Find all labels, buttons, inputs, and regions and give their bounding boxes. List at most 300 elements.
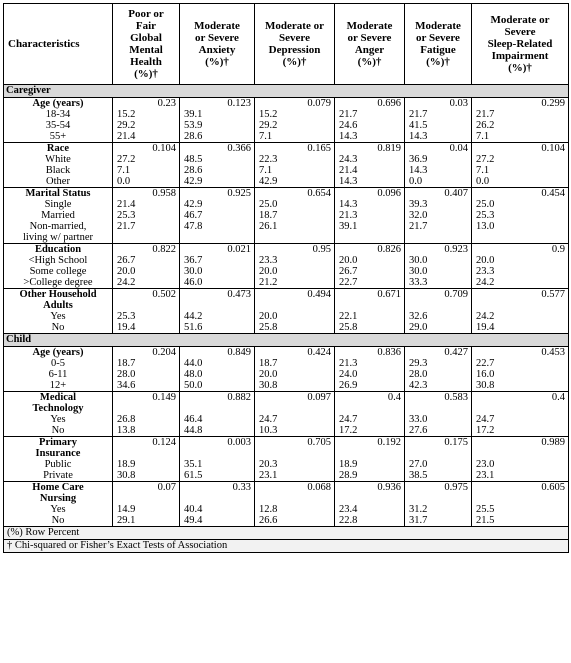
p-value-cell: 0.175 [405,437,472,460]
value-cell: 19.4 [472,322,569,334]
value-cell: 24.7 [472,414,569,425]
footnote-row [4,527,569,540]
value-cell: 20.0 [255,311,335,322]
section-row [4,334,569,347]
p-value-cell: 0.079 [255,98,335,110]
group-label-line: Medical [39,392,77,403]
p-value-cell: 0.407 [405,188,472,200]
p-value-cell: 0.4 [472,392,569,415]
value-cell: 22.8 [335,515,405,527]
header-line: or Severe [195,32,239,44]
value-cell: 50.0 [180,380,255,392]
header-line: Global [130,32,162,44]
value-cell: 26.1 [255,221,335,244]
value-cell: 25.3 [472,210,569,221]
value-cell: 30.0 [180,266,255,277]
header-line: Fair [135,20,157,32]
value-cell: 28.6 [180,131,255,143]
value-cell: 21.7 [335,109,405,120]
value-cell: 21.7 [405,109,472,120]
row-label: 35-54 [4,120,113,131]
value-cell: 24.2 [113,277,180,289]
table-row [4,277,569,289]
group-label [4,392,113,415]
value-cell: 29.3 [405,358,472,369]
value-cell: 25.8 [335,322,405,334]
row-label: Some college [4,266,113,277]
p-value-cell: 0.819 [335,143,405,155]
row-label-line: living w/ partner [23,232,93,243]
p-value-cell: 0.23 [113,98,180,110]
p-value-cell: 0.577 [472,289,569,312]
value-cell: 23.3 [255,255,335,266]
table-row [4,311,569,322]
p-value-cell: 0.424 [255,347,335,359]
value-cell: 36.9 [405,154,472,165]
value-cell: 25.3 [113,311,180,322]
value-cell: 14.3 [335,176,405,188]
value-cell: 39.1 [180,109,255,120]
p-value-cell: 0.671 [335,289,405,312]
row-label-line: Non-married, [29,221,87,232]
value-cell: 21.5 [472,515,569,527]
value-cell: 30.8 [255,380,335,392]
value-cell: 30.0 [405,266,472,277]
section-title: Caregiver [4,85,569,98]
value-cell: 39.1 [335,221,405,244]
value-cell: 30.0 [405,255,472,266]
footnote: † Chi-squared or Fisher’s Exact Tests of Association [4,540,569,553]
p-value-cell: 0.104 [472,143,569,155]
value-cell: 25.3 [113,210,180,221]
p-value-cell: 0.473 [180,289,255,312]
table-row [4,154,569,165]
section-row [4,85,569,98]
value-cell: 22.3 [255,154,335,165]
p-value-cell: 0.366 [180,143,255,155]
p-value-cell: 0.826 [335,244,405,256]
header-line: Moderate or [490,14,550,26]
value-cell: 36.7 [180,255,255,266]
table-body [4,85,569,553]
p-value-cell: 0.709 [405,289,472,312]
table-row [4,425,569,437]
header-line: Fatigue [420,44,456,56]
value-cell: 14.3 [335,199,405,210]
p-value-cell: 0.849 [180,347,255,359]
value-cell: 48.0 [180,369,255,380]
row-label: Private [4,470,113,482]
value-cell: 24.2 [472,311,569,322]
header-line: (%)† [357,56,382,68]
value-cell: 22.7 [472,358,569,369]
group-label [4,482,113,505]
table-header [4,4,569,85]
value-cell: 53.9 [180,120,255,131]
section-title: Child [4,334,569,347]
value-cell: 7.1 [472,131,569,143]
row-label: No [4,425,113,437]
header-outcome-3 [255,4,335,85]
row-label: Single [4,199,113,210]
header-line: Moderate [194,20,240,32]
p-value-cell: 0.33 [180,482,255,505]
header-line: or Severe [347,32,392,44]
group-row [4,188,569,200]
value-cell: 21.4 [113,131,180,143]
p-value-cell: 0.494 [255,289,335,312]
value-cell: 47.8 [180,221,255,244]
value-cell: 14.3 [405,165,472,176]
group-row [4,392,569,415]
value-cell: 22.1 [335,311,405,322]
header-outcome-6 [472,4,569,85]
table-row [4,165,569,176]
group-row [4,289,569,312]
header-line: Anxiety [198,44,236,56]
header-outcome-2 [180,4,255,85]
value-cell: 25.8 [255,322,335,334]
p-value-cell: 0.975 [405,482,472,505]
value-cell: 23.1 [255,470,335,482]
table-row [4,266,569,277]
p-value-cell: 0.427 [405,347,472,359]
value-cell: 46.4 [180,414,255,425]
p-value-cell: 0.003 [180,437,255,460]
group-label [4,289,113,312]
value-cell: 16.0 [472,369,569,380]
p-value-cell: 0.165 [255,143,335,155]
value-cell: 0.0 [113,176,180,188]
value-cell: 29.2 [113,120,180,131]
value-cell: 21.4 [113,199,180,210]
row-label: <High School [4,255,113,266]
value-cell: 44.2 [180,311,255,322]
value-cell: 28.0 [113,369,180,380]
header-line: Depression [268,44,321,56]
value-cell: 31.2 [405,504,472,515]
group-label: Age (years) [4,347,113,359]
table-row [4,109,569,120]
value-cell: 7.1 [255,131,335,143]
p-value-cell: 0.096 [335,188,405,200]
header-line: Sleep-Related [487,38,553,50]
group-label-line: Primary [39,437,77,448]
value-cell: 51.6 [180,322,255,334]
p-value-cell: 0.03 [405,98,472,110]
value-cell: 14.3 [335,131,405,143]
value-cell: 26.8 [113,414,180,425]
group-label: Marital Status [4,188,113,200]
value-cell: 23.0 [472,459,569,470]
value-cell: 25.0 [255,199,335,210]
value-cell: 61.5 [180,470,255,482]
value-cell: 26.2 [472,120,569,131]
p-value-cell: 0.021 [180,244,255,256]
header-line: Moderate or [265,20,324,32]
row-label: >College degree [4,277,113,289]
table-row [4,470,569,482]
value-cell: 28.6 [180,165,255,176]
value-cell: 14.3 [405,131,472,143]
group-row [4,437,569,460]
row-label: Other [4,176,113,188]
group-label-line: Insurance [35,448,81,459]
value-cell: 46.0 [180,277,255,289]
value-cell: 29.1 [113,515,180,527]
value-cell: 0.0 [472,176,569,188]
value-cell: 27.6 [405,425,472,437]
header-row [4,4,569,85]
p-value-cell: 0.104 [113,143,180,155]
group-label: Race [4,143,113,155]
value-cell: 20.0 [335,255,405,266]
value-cell: 27.2 [472,154,569,165]
value-cell: 29.2 [255,120,335,131]
value-cell: 24.6 [335,120,405,131]
value-cell: 42.9 [255,176,335,188]
header-line: Moderate [415,20,461,32]
value-cell: 25.5 [472,504,569,515]
group-label-line: Other Household [19,289,97,300]
row-label: 12+ [4,380,113,392]
value-cell: 21.7 [405,221,472,244]
footnote: (%) Row Percent [4,527,569,540]
value-cell: 49.4 [180,515,255,527]
group-row [4,143,569,155]
p-value-cell: 0.705 [255,437,335,460]
header-line: Severe [504,26,536,38]
value-cell: 25.0 [472,199,569,210]
value-cell: 30.8 [113,470,180,482]
p-value-cell: 0.989 [472,437,569,460]
value-cell: 21.2 [255,277,335,289]
row-label: Married [4,210,113,221]
group-label-line: Technology [32,403,84,414]
group-label-line: Adults [43,300,73,311]
value-cell: 23.4 [335,504,405,515]
p-value-cell: 0.299 [472,98,569,110]
p-value-cell: 0.696 [335,98,405,110]
table-row [4,131,569,143]
p-value-cell: 0.958 [113,188,180,200]
row-label: Yes [4,504,113,515]
value-cell: 18.7 [255,358,335,369]
header-line: Impairment [491,50,549,62]
p-value-cell: 0.925 [180,188,255,200]
table-row [4,199,569,210]
value-cell: 42.9 [180,176,255,188]
value-cell: 42.9 [180,199,255,210]
table-row [4,369,569,380]
p-value-cell: 0.502 [113,289,180,312]
p-value-cell: 0.204 [113,347,180,359]
p-value-cell: 0.936 [335,482,405,505]
value-cell: 18.7 [113,358,180,369]
p-value-cell: 0.07 [113,482,180,505]
p-value-cell: 0.454 [472,188,569,200]
value-cell: 32.6 [405,311,472,322]
value-cell: 0.0 [405,176,472,188]
group-row [4,244,569,256]
value-cell: 23.3 [472,266,569,277]
group-label-line: Home Care [32,482,84,493]
row-label: 18-34 [4,109,113,120]
value-cell: 24.0 [335,369,405,380]
header-line: Characteristics [8,38,80,50]
value-cell: 46.7 [180,210,255,221]
p-value-cell: 0.923 [405,244,472,256]
p-value-cell: 0.097 [255,392,335,415]
header-line: or Severe [416,32,460,44]
p-value-cell: 0.882 [180,392,255,415]
table-row [4,504,569,515]
p-value-cell: 0.04 [405,143,472,155]
header-line: (%)† [426,56,450,68]
header-line: (%)† [508,62,532,74]
p-value-cell: 0.4 [335,392,405,415]
value-cell: 21.7 [472,109,569,120]
table-row [4,120,569,131]
value-cell: 31.7 [405,515,472,527]
header-outcome-4 [335,4,405,85]
p-value-cell: 0.068 [255,482,335,505]
value-cell: 41.5 [405,120,472,131]
table-row [4,322,569,334]
value-cell: 13.8 [113,425,180,437]
group-label: Education [4,244,113,256]
p-value-cell: 0.124 [113,437,180,460]
value-cell: 24.7 [335,414,405,425]
value-cell: 21.7 [113,221,180,244]
p-value-cell: 0.9 [472,244,569,256]
header-line: (%)† [134,68,158,80]
value-cell: 7.1 [255,165,335,176]
value-cell: 35.1 [180,459,255,470]
group-row [4,98,569,110]
header-characteristics [4,4,113,85]
value-cell: 20.0 [255,266,335,277]
value-cell: 20.0 [255,369,335,380]
value-cell: 34.6 [113,380,180,392]
value-cell: 24.7 [255,414,335,425]
p-value-cell: 0.836 [335,347,405,359]
value-cell: 26.7 [335,266,405,277]
table-row [4,358,569,369]
row-label: 0-5 [4,358,113,369]
row-label [4,221,113,244]
row-label: Yes [4,311,113,322]
value-cell: 44.8 [180,425,255,437]
value-cell: 33.0 [405,414,472,425]
value-cell: 42.3 [405,380,472,392]
value-cell: 22.7 [335,277,405,289]
row-label: 55+ [4,131,113,143]
value-cell: 39.3 [405,199,472,210]
value-cell: 17.2 [335,425,405,437]
group-row [4,347,569,359]
value-cell: 38.5 [405,470,472,482]
value-cell: 13.0 [472,221,569,244]
value-cell: 27.0 [405,459,472,470]
value-cell: 18.9 [335,459,405,470]
value-cell: 27.2 [113,154,180,165]
header-outcome-1 [113,4,180,85]
value-cell: 7.1 [472,165,569,176]
header-line: Severe [279,32,310,44]
p-value-cell: 0.583 [405,392,472,415]
value-cell: 30.8 [472,380,569,392]
value-cell: 26.9 [335,380,405,392]
value-cell: 24.3 [335,154,405,165]
p-value-cell: 0.654 [255,188,335,200]
group-label-line: Nursing [39,493,77,504]
header-line: Anger [354,44,385,56]
table-row [4,515,569,527]
p-value-cell: 0.192 [335,437,405,460]
value-cell: 10.3 [255,425,335,437]
table-row [4,380,569,392]
header-line: Moderate [346,20,393,32]
p-value-cell: 0.149 [113,392,180,415]
value-cell: 26.6 [255,515,335,527]
value-cell: 19.4 [113,322,180,334]
row-label: No [4,515,113,527]
header-line: Health [130,56,162,68]
header-outcome-5 [405,4,472,85]
p-value-cell: 0.453 [472,347,569,359]
p-value-cell: 0.605 [472,482,569,505]
value-cell: 7.1 [113,165,180,176]
p-value-cell: 0.123 [180,98,255,110]
group-row [4,482,569,505]
table-row [4,176,569,188]
value-cell: 28.0 [405,369,472,380]
value-cell: 29.0 [405,322,472,334]
characteristics-table [3,3,569,553]
value-cell: 15.2 [113,109,180,120]
row-label: Black [4,165,113,176]
value-cell: 12.8 [255,504,335,515]
header-line: Mental [129,44,163,56]
row-label: 6-11 [4,369,113,380]
header-line: (%)† [282,56,307,68]
group-label: Age (years) [4,98,113,110]
table-row [4,459,569,470]
value-cell: 15.2 [255,109,335,120]
p-value-cell: 0.95 [255,244,335,256]
header-line: Poor or [128,8,164,20]
value-cell: 32.0 [405,210,472,221]
header-line: (%)† [205,56,229,68]
row-label: Yes [4,414,113,425]
value-cell: 40.4 [180,504,255,515]
row-label: No [4,322,113,334]
value-cell: 48.5 [180,154,255,165]
value-cell: 21.3 [335,210,405,221]
group-label [4,437,113,460]
value-cell: 33.3 [405,277,472,289]
value-cell: 44.0 [180,358,255,369]
value-cell: 20.0 [113,266,180,277]
row-label: Public [4,459,113,470]
value-cell: 23.1 [472,470,569,482]
value-cell: 18.7 [255,210,335,221]
value-cell: 24.2 [472,277,569,289]
value-cell: 20.0 [472,255,569,266]
value-cell: 21.4 [335,165,405,176]
row-label: White [4,154,113,165]
